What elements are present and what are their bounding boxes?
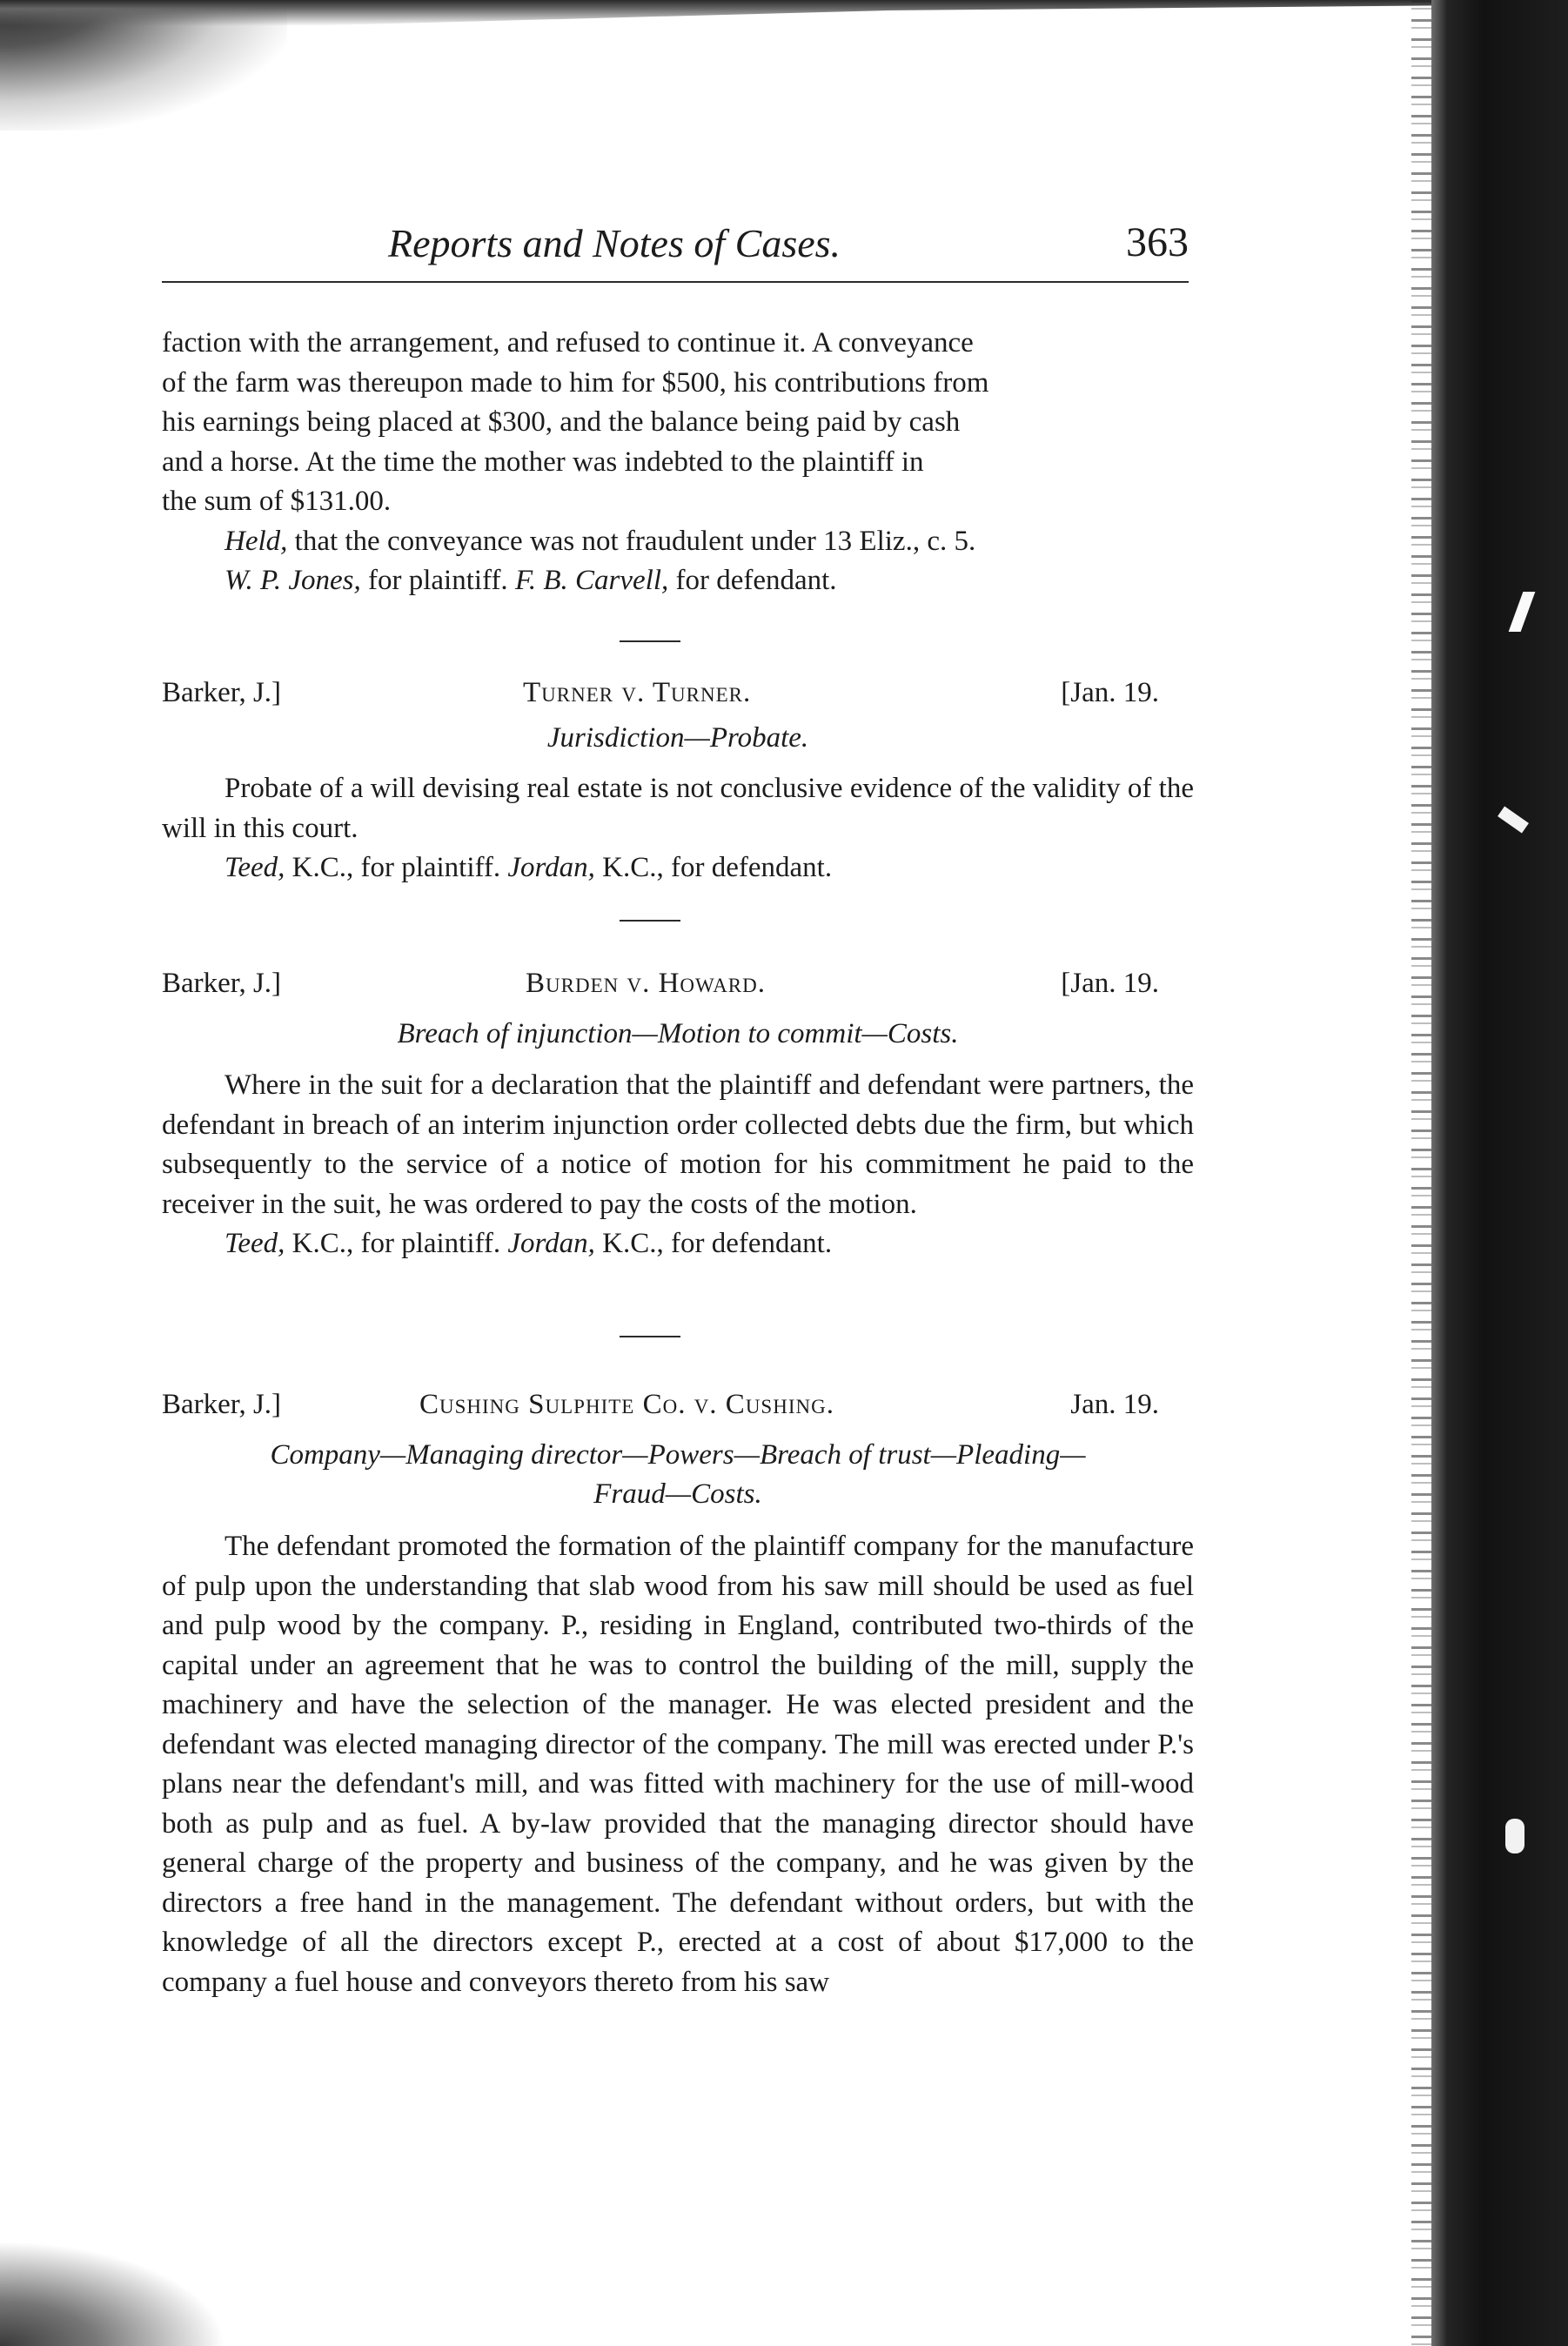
held-text: that the conveyance was not fraudulent under 13 Eliz., c. 5. xyxy=(287,525,976,557)
plaintiff-role: for plaintiff. xyxy=(360,565,515,596)
scan-mark xyxy=(1505,1819,1524,1853)
judge: Barker, J.] xyxy=(162,677,282,708)
defendant-counsel: F. B. Carvell, xyxy=(514,565,669,596)
running-title: Reports and Notes of Cases. xyxy=(388,221,841,265)
held-word: Held, xyxy=(224,525,288,557)
judge: Barker, J.] xyxy=(162,1389,282,1420)
continued-line: his earnings being placed at $300, and the balance being paid by cash xyxy=(162,406,961,438)
scan-edge-top xyxy=(0,0,1479,26)
plaintiff-counsel: W. P. Jones, xyxy=(224,565,361,596)
running-header xyxy=(162,213,1189,276)
defendant-counsel: Jordan, xyxy=(507,852,595,883)
continued-line: and a horse. At the time the mother was indebted to the plaintiff in xyxy=(162,446,924,478)
case-title: Burden v. Howard. xyxy=(526,968,767,999)
defendant-role: K.C., for defendant. xyxy=(594,1228,833,1259)
case-body xyxy=(162,769,1194,888)
case-heading xyxy=(162,1389,1194,1429)
holding xyxy=(162,522,1194,562)
case-date: [Jan. 19. xyxy=(1061,677,1159,708)
counsel-line xyxy=(162,848,1194,888)
case-separator xyxy=(620,1336,680,1337)
case-paragraph: The defendant promoted the formation of the plaintiff company for the manufacture of pulp upon the understanding that slab wood from his saw mill should be used as fuel and pulp wood by the company. P., residing in England, contributed two-thirds of the capital under an agreement that he was to control the building of the mill, supply the machinery and have the selection of the manager. He was elected president and the defendant was elected managing director of the company. The mill was erected under P.'s plans near the defendant's mill, and was fitted with machinery for the use of mill-wood both as pulp and as fuel. A by-law provided that the managing director should have general charge of the property and business of the company, and he was given by the directors a free hand in the management. The defendant without orders, but with the knowledge of all the directors except P., erected at a cost of about $17,000 to the company a fuel house and conveyors thereto from his saw xyxy=(162,1531,1194,1998)
plaintiff-role: K.C., for plaintiff. xyxy=(285,852,508,883)
case-paragraph: Where in the suit for a declaration that the plaintiff and defendant were partners, the defendant in breach of an interim injunction order collected debts due the firm, but which subsequently to the service of a notice of motion for his commitment he paid to the receiver in the suit, he was ordered to pay the costs of the motion. xyxy=(162,1069,1194,1220)
case-separator xyxy=(620,920,680,922)
plaintiff-counsel: Teed, xyxy=(224,852,285,883)
case-paragraph: Probate of a will devising real estate is not conclusive evidence of the validity of the will in this court. xyxy=(162,773,1194,844)
case-subject: Company—Managing director—Powers—Breach of trust—Pleading— xyxy=(270,1439,1086,1471)
case-heading xyxy=(162,968,1194,1008)
case-body xyxy=(162,1066,1194,1264)
case-title: Cushing Sulphite Co. v. Cushing. xyxy=(419,1389,834,1420)
continued-line: of the farm was thereupon made to him for $500, his contributions from xyxy=(162,366,989,399)
case-date: Jan. 19. xyxy=(1070,1389,1159,1420)
case-date: [Jan. 19. xyxy=(1061,968,1159,999)
defendant-role: K.C., for defendant. xyxy=(594,852,833,883)
case-separator xyxy=(620,640,680,642)
plaintiff-role: K.C., for plaintiff. xyxy=(285,1228,508,1259)
counsel-line xyxy=(162,1224,1194,1264)
case-title: Turner v. Turner. xyxy=(523,677,752,708)
page-number: 363 xyxy=(1126,219,1189,265)
case-subject-continued: Fraud—Costs. xyxy=(593,1478,762,1510)
defendant-counsel: Jordan, xyxy=(507,1228,595,1259)
case-body xyxy=(162,1527,1194,2002)
continued-line: the sum of $131.00. xyxy=(162,486,392,517)
judge: Barker, J.] xyxy=(162,968,282,999)
case-subject: Breach of injunction—Motion to commit—Costs. xyxy=(397,1018,959,1049)
case-subject: Jurisdiction—Probate. xyxy=(546,722,809,754)
case-heading xyxy=(162,677,1194,717)
continued-line: faction with the arrangement, and refused to continue it. A conveyance xyxy=(162,327,974,359)
scan-smudge-bottom-left xyxy=(0,2241,226,2346)
plaintiff-counsel: Teed, xyxy=(224,1228,285,1259)
scan-edge-right xyxy=(1431,0,1568,2346)
continued-case xyxy=(162,324,1194,601)
counsel-line xyxy=(162,561,1194,601)
header-rule xyxy=(162,281,1189,283)
defendant-role: for defendant. xyxy=(668,565,837,596)
